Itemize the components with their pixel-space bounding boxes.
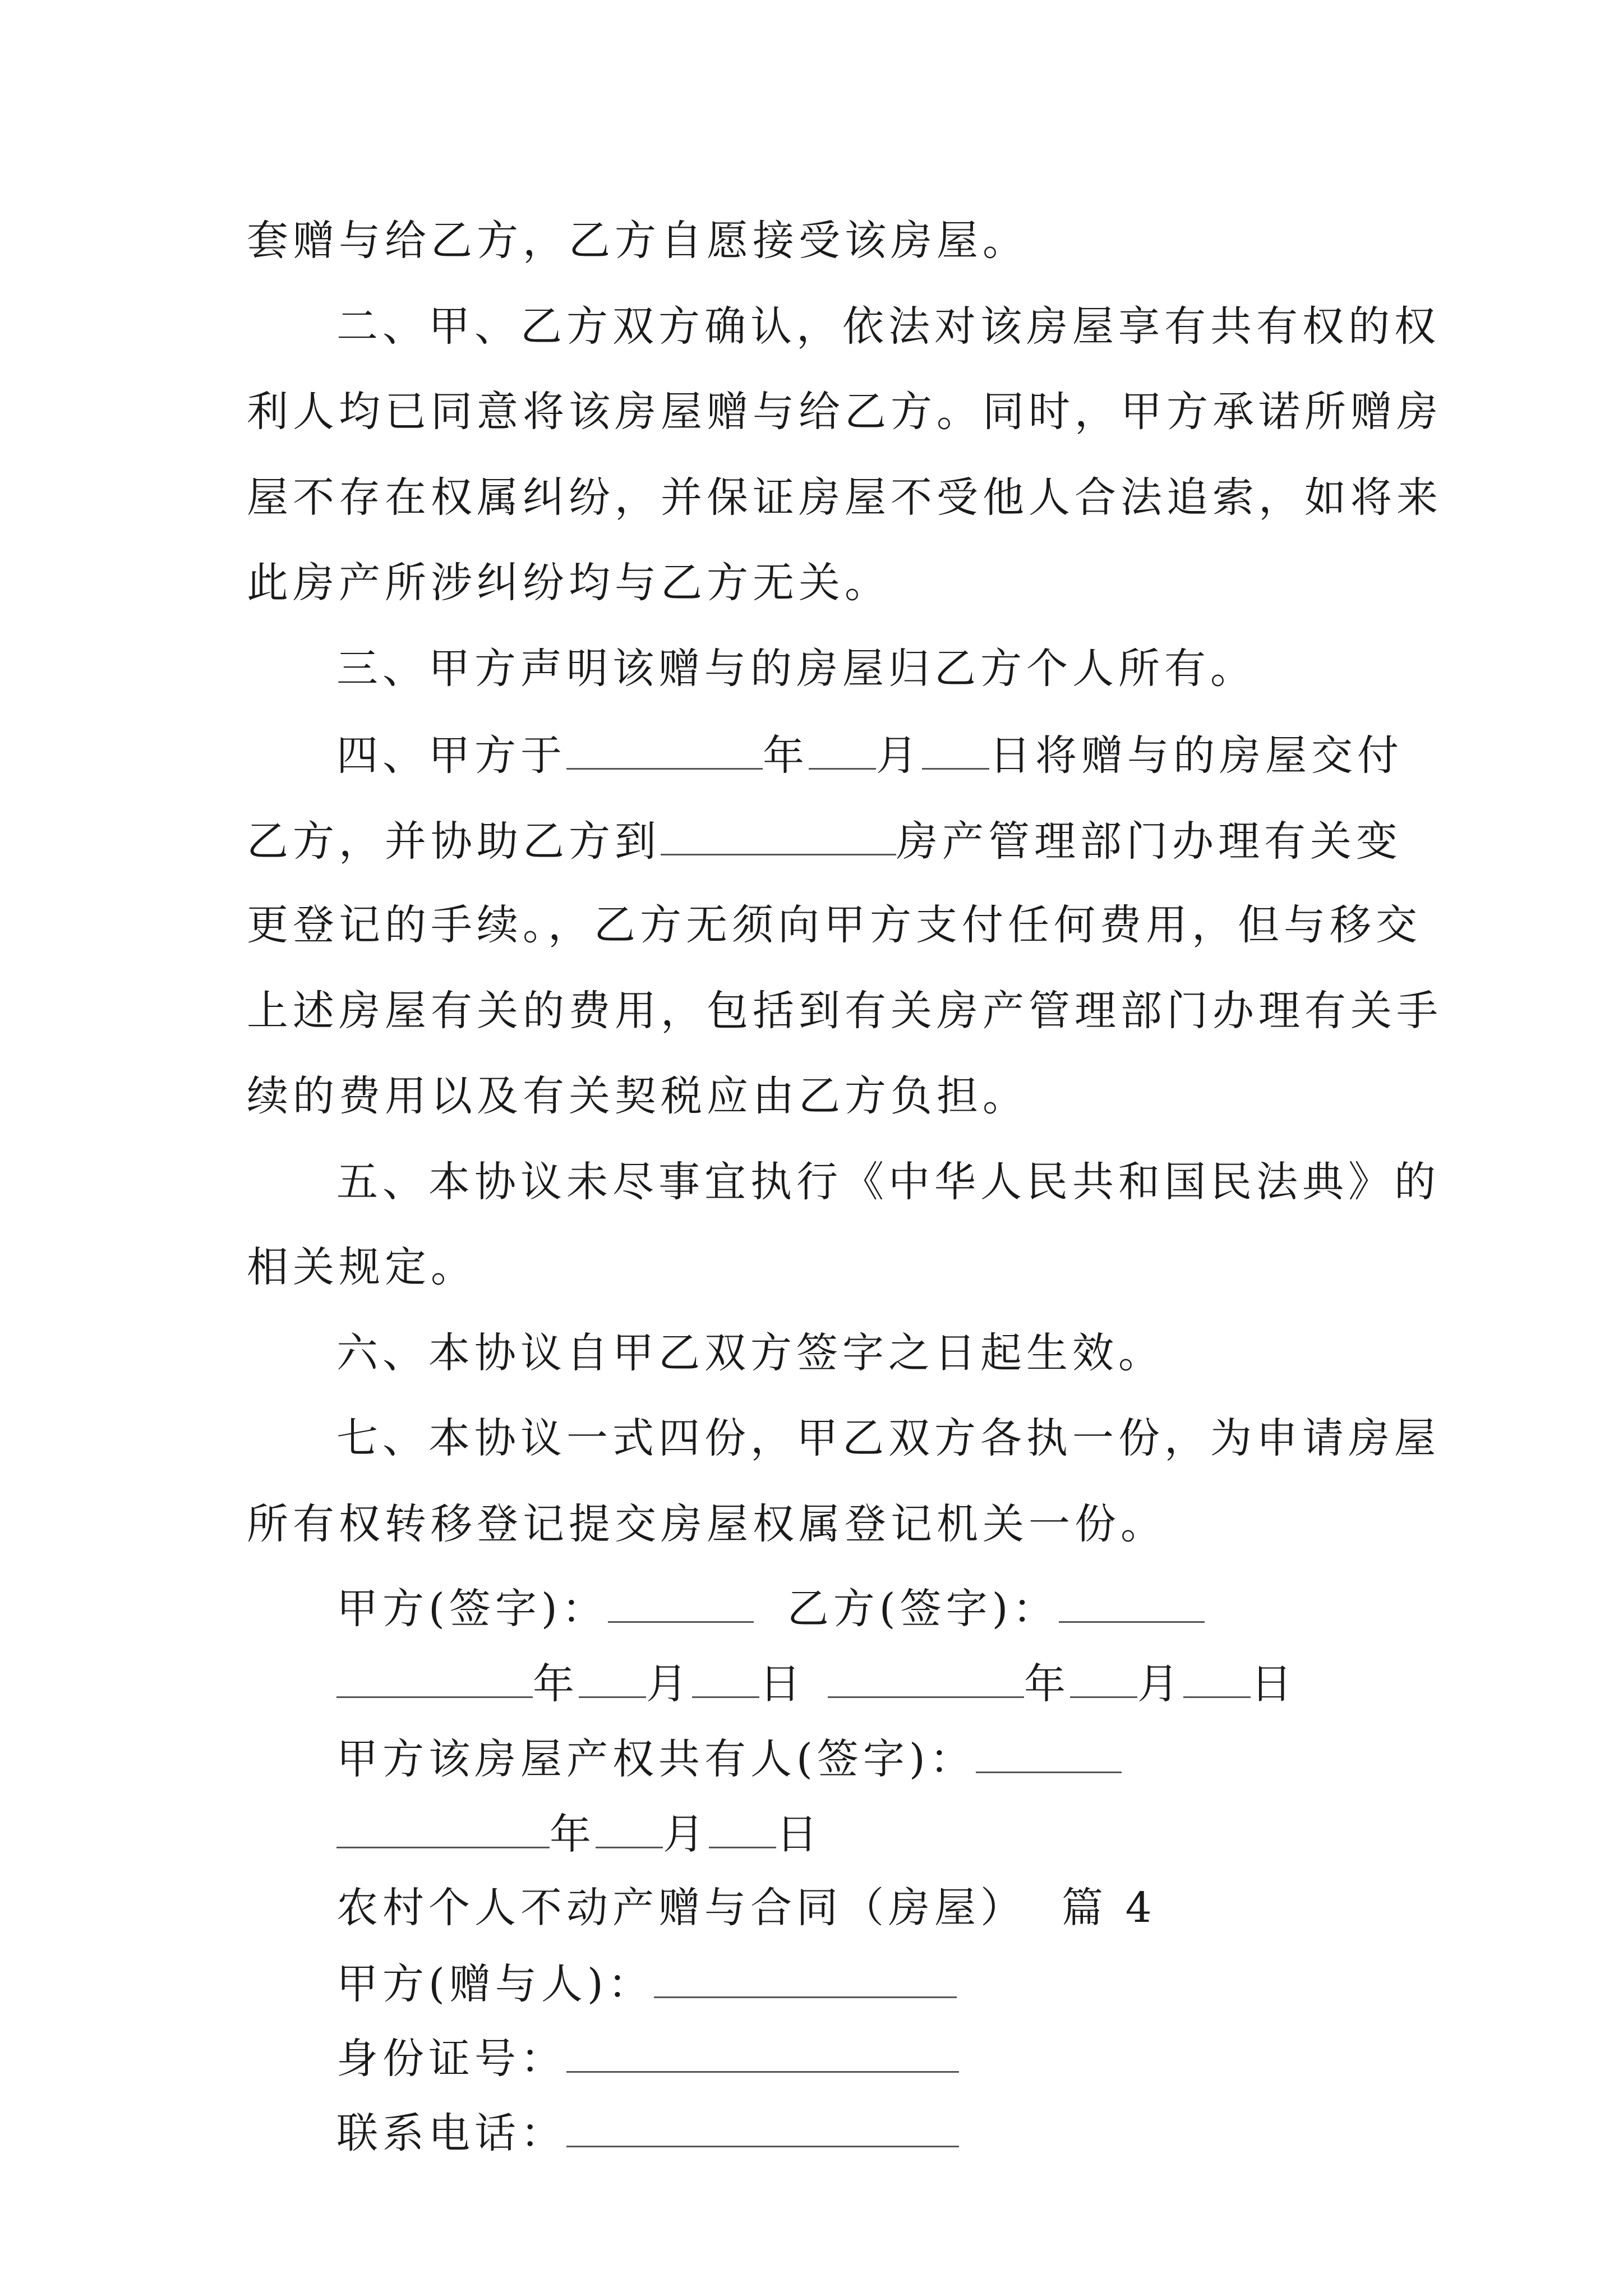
date-a-day-blank[interactable] xyxy=(692,1662,759,1698)
clause4-line5: 续的费用以及有关契税应由乙方负担。 xyxy=(247,1072,1029,1120)
phone-row xyxy=(336,2109,959,2157)
date-b-year-blank[interactable] xyxy=(828,1662,1024,1698)
line-5: 此房产所涉纠纷均与乙方无关。 xyxy=(247,559,891,607)
co-date-day-blank[interactable] xyxy=(709,1812,776,1848)
date-a-month: 月 xyxy=(646,1660,692,1708)
phone-label: 联系电话： xyxy=(336,2109,566,2157)
date-b-day: 日 xyxy=(1251,1660,1297,1708)
clause7-line1: 七、本协议一式四份，甲乙双方各执一份，为申请房屋 xyxy=(336,1414,1440,1462)
date-a-month-blank[interactable] xyxy=(579,1662,646,1698)
donor-row xyxy=(336,1960,957,2008)
party-a-sign-blank[interactable] xyxy=(608,1586,754,1623)
clause4-day: 日将赠与的房屋交付 xyxy=(989,731,1403,780)
line-6: 三、甲方声明该赠与的房屋归乙方个人所有。 xyxy=(336,645,1256,693)
co-date-month: 月 xyxy=(663,1810,709,1858)
co-date-day: 日 xyxy=(776,1810,822,1858)
co-date-year-blank[interactable] xyxy=(336,1812,550,1848)
clause4-b: 乙方，并协助乙方到 xyxy=(247,817,661,866)
date-b-month-blank[interactable] xyxy=(1070,1662,1137,1698)
phone-blank[interactable] xyxy=(566,2111,959,2147)
co-date-year: 年 xyxy=(550,1810,596,1858)
donor-blank[interactable] xyxy=(654,1962,957,1998)
blank-day[interactable] xyxy=(922,733,989,770)
line-1: 套赠与给乙方，乙方自愿接受该房屋。 xyxy=(247,217,1029,265)
signature-row xyxy=(336,1585,1205,1633)
clause6: 六、本协议自甲乙双方签字之日起生效。 xyxy=(336,1329,1164,1377)
date-a-day: 日 xyxy=(759,1660,805,1708)
clause4-line4: 上述房屋有关的费用，包括到有关房产管理部门办理有关手 xyxy=(247,987,1442,1035)
co-owner-date-row xyxy=(336,1810,822,1858)
line-2: 二、甲、乙方双方确认，依法对该房屋享有共有权的权 xyxy=(336,302,1440,351)
clause4-line3: 更登记的手续。，乙方无须向甲方支付任何费用，但与移交 xyxy=(247,901,1422,949)
id-row xyxy=(336,2035,959,2083)
date-a-year-blank[interactable] xyxy=(336,1662,533,1698)
co-owner-blank[interactable] xyxy=(976,1737,1122,1773)
co-owner-label: 甲方该房屋产权共有人(签字)： xyxy=(336,1735,976,1783)
date-b-month: 月 xyxy=(1137,1660,1183,1708)
date-b-year: 年 xyxy=(1024,1660,1070,1708)
blank-location[interactable] xyxy=(661,819,896,855)
clause5-line1: 五、本协议未尽事宜执行《中华人民共和国民法典》的 xyxy=(336,1158,1440,1206)
date-b-day-blank[interactable] xyxy=(1183,1662,1251,1698)
clause7-line2: 所有权转移登记提交房屋权属登记机关一份。 xyxy=(247,1500,1166,1548)
clause4-line2 xyxy=(247,817,1402,866)
clause4-line1 xyxy=(336,731,1403,780)
clause5-line2: 相关规定。 xyxy=(247,1243,477,1291)
clause4-year: 年 xyxy=(763,731,809,780)
co-date-month-blank[interactable] xyxy=(596,1812,663,1848)
date-a-year: 年 xyxy=(533,1660,579,1708)
id-label: 身份证号： xyxy=(336,2035,566,2083)
party-a-sign-label: 甲方(签字)： xyxy=(336,1585,608,1633)
party-b-sign-label: 乙方(签字)： xyxy=(787,1585,1059,1633)
donor-label: 甲方(赠与人)： xyxy=(336,1960,654,2008)
blank-month[interactable] xyxy=(809,733,876,770)
next-section-title: 农村个人不动产赠与合同（房屋） 篇 4 xyxy=(336,1884,1156,1932)
blank-year[interactable] xyxy=(566,733,763,770)
clause4-a: 四、甲方于 xyxy=(336,731,566,780)
party-b-sign-blank[interactable] xyxy=(1059,1586,1205,1623)
sign-date-row xyxy=(336,1660,1297,1708)
line-3: 利人均已同意将该房屋赠与给乙方。同时，甲方承诺所赠房 xyxy=(247,388,1442,436)
line-4: 屋不存在权属纠纷，并保证房屋不受他人合法追索，如将来 xyxy=(247,473,1442,522)
id-blank[interactable] xyxy=(566,2036,959,2073)
clause4-c: 房产管理部门办理有关变 xyxy=(896,817,1402,866)
clause4-month: 月 xyxy=(876,731,922,780)
co-owner-row xyxy=(336,1735,1122,1783)
